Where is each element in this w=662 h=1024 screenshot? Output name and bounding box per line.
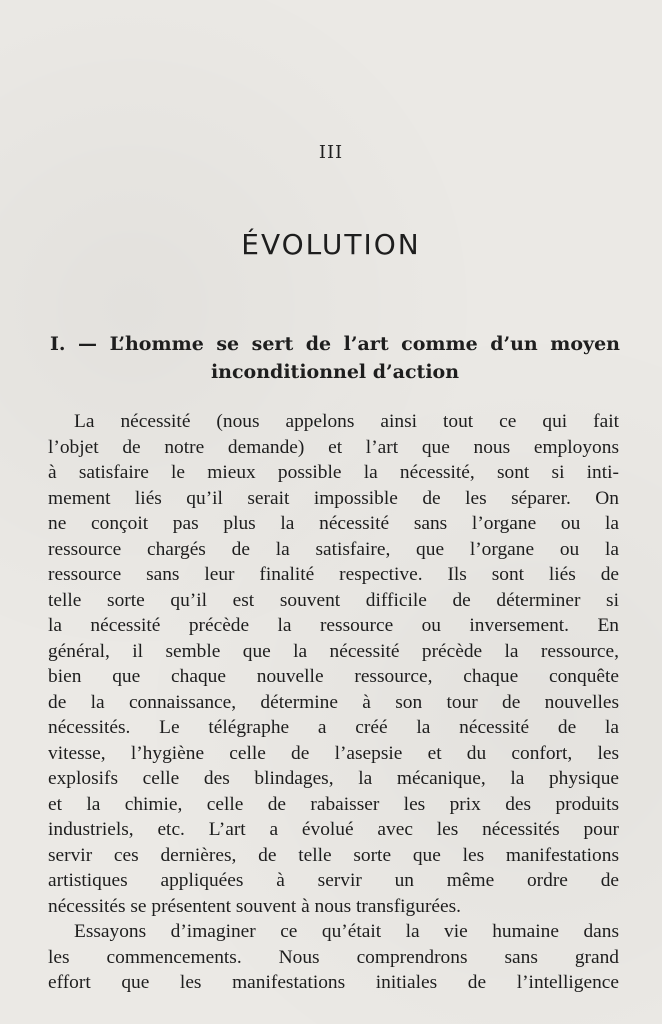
body-line: ressource chargés de la satisfaire, que l’organe ou la [48,538,619,560]
body-line: général, il semble que la nécessité précède la ressource, [48,640,619,662]
body-line: La nécessité (nous appelons ainsi tout ce qui fait [74,411,619,432]
body-line: ne conçoit pas plus la nécessité sans l’organe ou la [48,513,619,534]
section-heading-line-2: inconditionnel d’action [210,361,460,383]
body-text [48,409,619,996]
chapter-title: ÉVOLUTION [241,228,421,261]
body-line: explosifs celle des blindages, la mécanique, la physique [48,768,619,789]
chapter-number: III [318,142,344,163]
body-line: telle sorte qu’il est souvent difficile de déterminer si [48,589,619,611]
body-line: servir ces dernières, de telle sorte que les manifestations [48,844,619,866]
body-line: artistiques appliquées à servir un même ordre de [48,870,619,891]
body-line: industriels, etc. L’art a évolué avec les nécessités pour [48,819,619,840]
body-line: de la connaissance, détermine à son tour de nouvelles [48,691,619,713]
body-line: la nécessité précède la ressource ou inversement. En [48,615,619,636]
body-line: effort que les manifestations initiales de l’intelligence [48,972,619,993]
body-line: les commencements. Nous comprendrons sans grand [48,946,619,968]
body-line: à satisfaire le mieux possible la nécessité, sont si inti- [48,462,619,483]
body-line: bien que chaque nouvelle ressource, chaque conquête [48,666,619,687]
body-line: et la chimie, celle de rabaisser les prix des produits [48,793,619,815]
section-heading [50,330,620,386]
body-line: ressource sans leur finalité respective. Ils sont liés de [48,564,619,585]
body-line: l’objet de notre demande) et l’art que nous employons [48,436,619,458]
body-line: vitesse, l’hygiène celle de l’asepsie et du confort, les [48,742,619,764]
section-heading-line-1: I. — L’homme se sert de l’art comme d’un moyen [50,333,620,355]
body-line: nécessités. Le télégraphe a créé la nécessité de la [48,717,619,738]
body-line: nécessités se présentent souvent à nous transfigurées. [48,895,462,917]
body-line: mement liés qu’il serait impossible de les séparer. On [48,487,619,509]
body-line: Essayons d’imaginer ce qu’était la vie humaine dans [74,921,619,942]
